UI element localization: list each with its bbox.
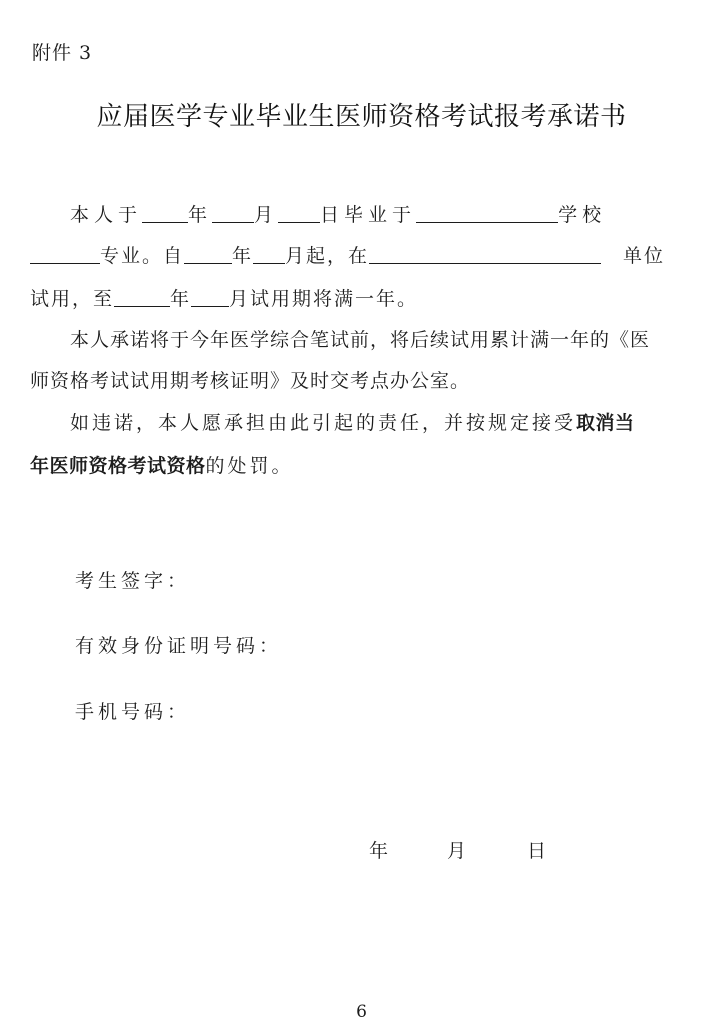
phone-number-label: 手机号码： (75, 701, 191, 723)
blank-trial-end-year (114, 286, 170, 307)
text-segment: 试用，至 (30, 288, 115, 310)
text-segment: 单位 (623, 245, 666, 267)
text-segment: 本人于 (70, 204, 143, 226)
text-segment: 月起，在 (285, 245, 370, 267)
text-segment: 学校 (558, 204, 607, 226)
blank-work-unit (369, 243, 601, 264)
blank-graduation-year (142, 202, 188, 223)
blank-major (30, 243, 100, 264)
emphasis-text: 取消当 (576, 412, 635, 434)
blank-school-name (416, 202, 558, 223)
date-day-label: 日 (527, 840, 547, 862)
blank-graduation-month (212, 202, 254, 223)
page-number: 6 (356, 1002, 367, 1022)
text-segment: 专业。自 (100, 245, 185, 267)
blank-trial-start-year (184, 243, 232, 264)
para1-line3 (30, 286, 418, 311)
para3-line2 (30, 454, 294, 478)
blank-trial-start-month (253, 243, 285, 264)
para1-line1 (70, 202, 606, 227)
text-segment: 年 (170, 288, 192, 310)
text-segment: 年 (232, 245, 254, 267)
blank-trial-end-month (191, 286, 229, 307)
date-year-label: 年 (369, 840, 389, 862)
para3-line1 (70, 411, 635, 435)
text-segment: 的处罚。 (205, 455, 294, 477)
text-segment: 如违诺，本人愿承担由此引起的责任，并按规定接受 (70, 412, 577, 434)
para1-line2 (30, 243, 665, 268)
text-segment: 月试用期将满一年。 (229, 288, 419, 310)
text-segment: 年 (188, 204, 213, 226)
id-number-label: 有效身份证明号码： (75, 635, 283, 657)
document-title: 应届医学专业毕业生医师资格考试报考承诺书 (96, 102, 627, 132)
para2-line1: 本人承诺将于今年医学综合笔试前，将后续试用累计满一年的《医 (70, 329, 651, 351)
para2-line2: 师资格考试试用期考核证明》及时交考点办公室。 (30, 370, 471, 392)
signature-label: 考生签字： (75, 570, 191, 592)
text-segment: 日毕业于 (320, 204, 417, 226)
annex-label: 附件 3 (32, 42, 93, 64)
blank-graduation-day (278, 202, 320, 223)
date-month-label: 月 (447, 840, 467, 862)
text-segment: 月 (254, 204, 279, 226)
emphasis-text: 年医师资格考试资格 (30, 455, 206, 477)
